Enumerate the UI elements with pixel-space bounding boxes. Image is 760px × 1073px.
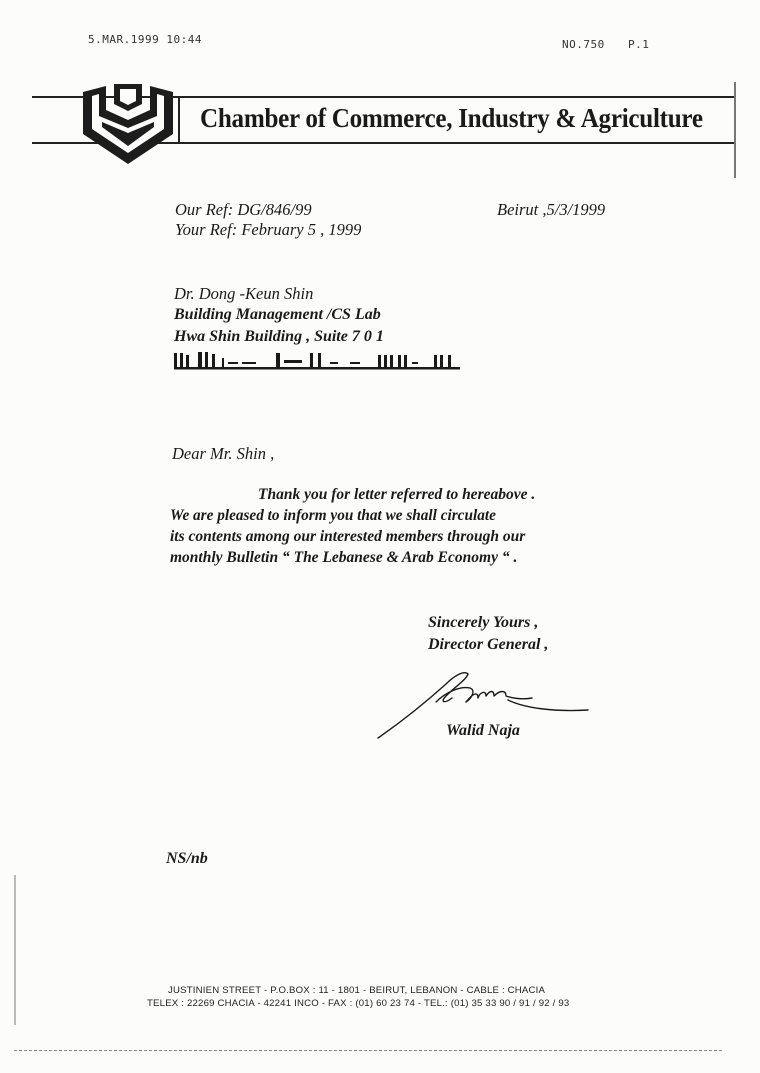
place-date: Beirut ,5/3/1999 — [497, 200, 606, 219]
footer-address: JUSTINIEN STREET - P.O.BOX : 11 - 1801 - BEIRUT, LEBANON - CABLE : CHACIA — [168, 985, 546, 996]
signatory-name: Walid Naja — [446, 722, 520, 739]
footer-contact: TELEX : 22269 CHACIA - 42241 INCO - FAX : (01) 60 23 74 - TEL.: (01) 35 33 90 / 91 / 92 / 93 — [147, 998, 570, 1009]
fax-number: NO.750 — [562, 38, 605, 51]
salutation: Dear Mr. Shin , — [172, 444, 275, 463]
page-edge-mark — [734, 82, 736, 178]
our-ref: Our Ref: DG/846/99 — [175, 200, 312, 219]
body-line-2: We are pleased to inform you that we shall circulate — [170, 507, 496, 524]
scan-edge-mark — [14, 875, 16, 1025]
recipient-name: Dr. Dong -Keun Shin — [174, 284, 314, 303]
chamber-logo-icon — [80, 80, 176, 168]
body-line-3: its contents among our interested members through our — [170, 528, 526, 545]
fax-datetime: 5.MAR.1999 10:44 — [88, 33, 202, 46]
scan-bottom-line — [14, 1050, 722, 1051]
typist-initials: NS/nb — [166, 850, 208, 867]
letterhead-divider — [178, 98, 180, 144]
body-line-1: Thank you for letter referred to hereabove . — [258, 486, 536, 503]
fax-page: P.1 — [628, 38, 650, 51]
body-line-4: monthly Bulletin “ The Lebanese & Arab Economy “ . — [170, 549, 518, 566]
redacted-address-line — [172, 350, 464, 372]
your-ref: Your Ref: February 5 , 1999 — [175, 220, 362, 239]
recipient-line-2: Hwa Shin Building , Suite 7 0 1 — [174, 328, 384, 345]
closing-title: Director General , — [428, 636, 549, 653]
closing-sincerely: Sincerely Yours , — [428, 614, 539, 631]
recipient-line-1: Building Management /CS Lab — [174, 306, 381, 323]
organization-name: Chamber of Commerce, Industry & Agriculture — [200, 103, 703, 133]
